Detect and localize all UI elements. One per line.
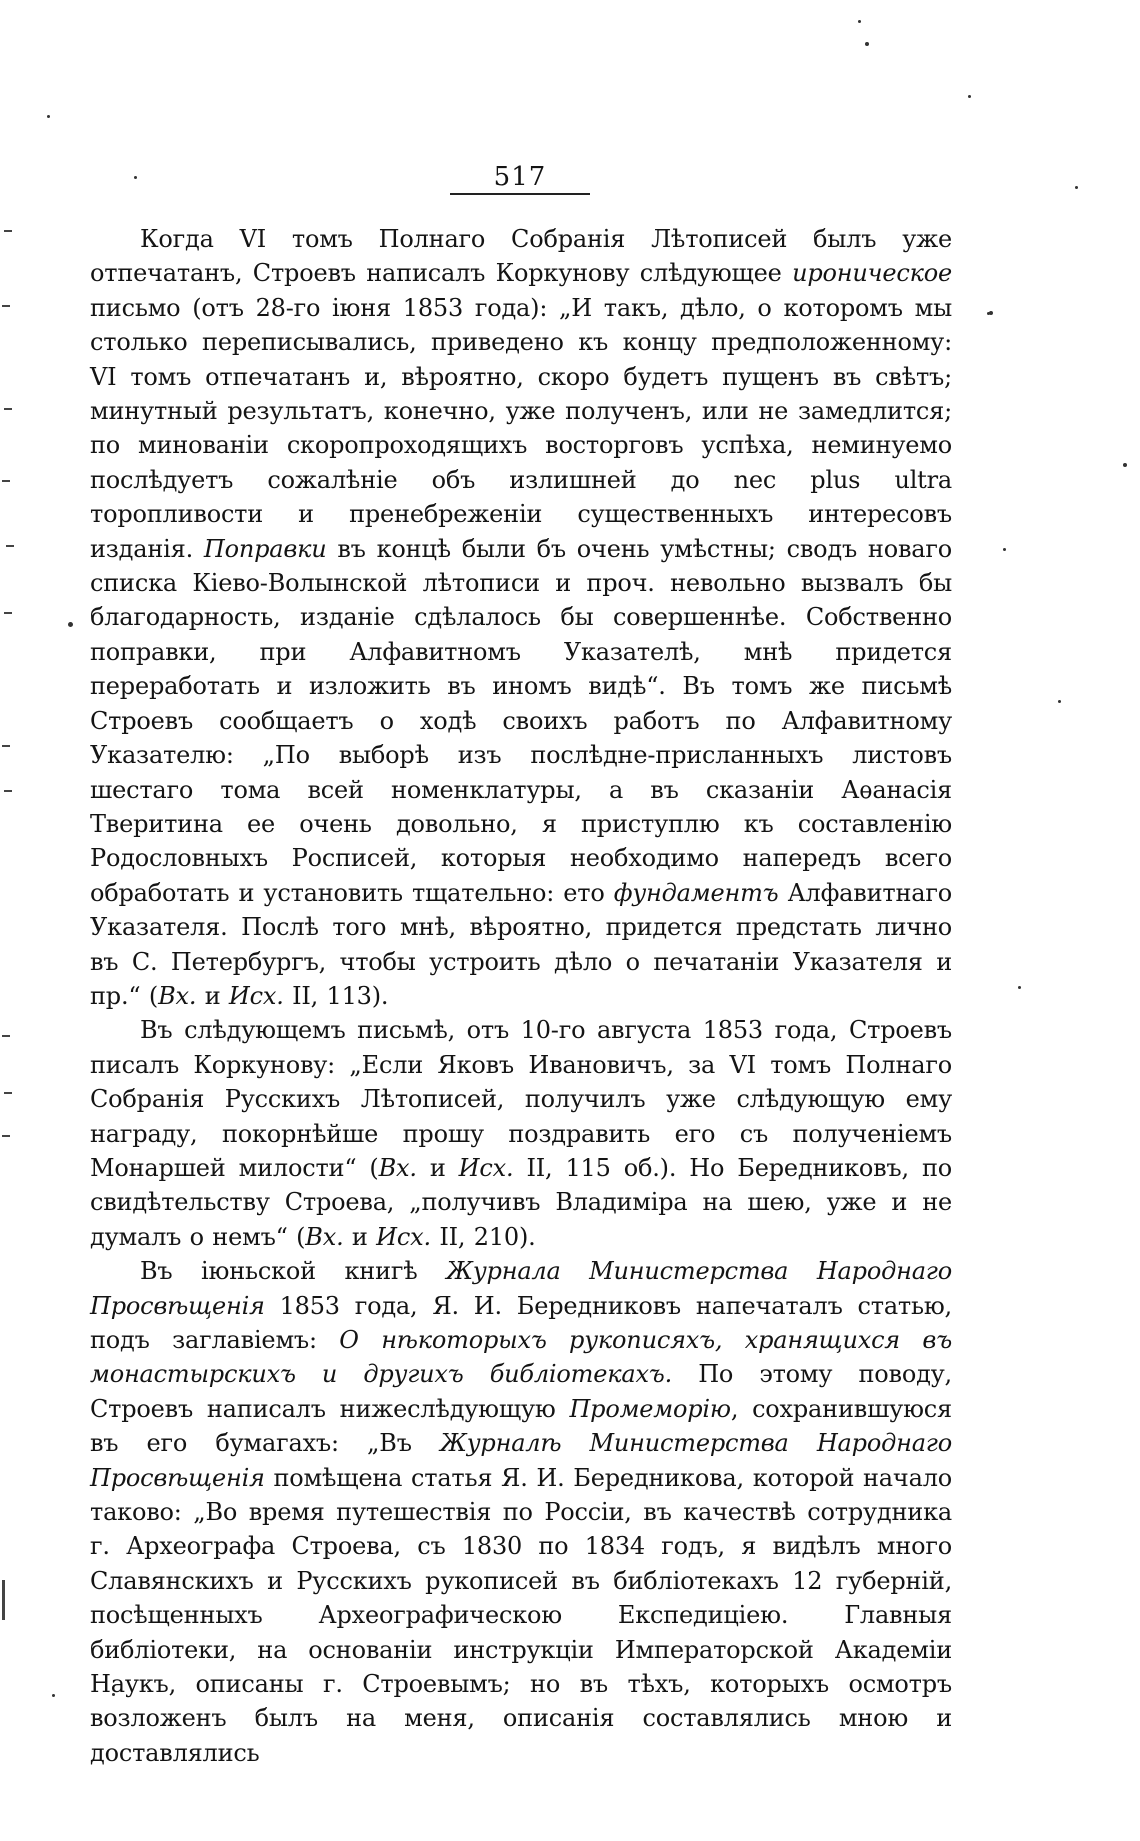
scan-edge-mark xyxy=(4,408,12,410)
italic-text: О нѣкоторыхъ рукописяхъ, хранящихся въ монастырскихъ и другихъ библіотекахъ. xyxy=(90,1326,952,1389)
body-text xyxy=(90,222,952,1770)
text-run: и xyxy=(196,981,229,1010)
scan-speck xyxy=(47,115,50,118)
italic-text: Вх. xyxy=(378,1153,417,1182)
scan-speck xyxy=(968,95,971,98)
italic-text: Вх. xyxy=(158,981,197,1010)
italic-text: ироническое xyxy=(792,259,952,288)
text-run: Въ слѣдующемъ письмѣ, отъ 10-го августа 1853 года, Строевъ писалъ Коркунову: „Если Яковъ Ивановичъ, за VI томъ Полнаго Собранія Русскихъ Лѣтописей, получилъ уже слѣдующую ему награду, покорнѣйше прошу поздравить его съ полученіемъ Монаршей милости“ ( xyxy=(90,1016,952,1182)
text-run: и xyxy=(343,1222,377,1251)
scan-speck xyxy=(134,176,137,179)
scan-speck xyxy=(68,622,73,627)
italic-text: Промеморію xyxy=(569,1394,731,1423)
italic-text: Вх. xyxy=(305,1222,344,1251)
italic-text: Исх. xyxy=(458,1153,514,1182)
italic-text: Поправки xyxy=(203,534,327,563)
scan-edge-mark xyxy=(2,1580,5,1620)
scan-edge-mark xyxy=(2,1035,10,1037)
italic-text: Журналѣ Министерства Народнаго Просвѣщенія xyxy=(90,1429,952,1492)
text-run: , сохранившуюся въ его бумагахъ: „Въ xyxy=(90,1394,952,1458)
paragraph xyxy=(90,1013,952,1254)
scan-speck xyxy=(1123,463,1127,467)
scan-edge-mark xyxy=(2,480,10,482)
text-run: По этому поводу, Строевъ написалъ нижеслѣдующую xyxy=(90,1360,952,1423)
text-run: и xyxy=(416,1153,459,1182)
text-run: письмо (отъ 28-го іюня 1853 года): „И такъ, дѣло, о которомъ мы столько переписывались, приведено къ концу предположенному: VI томъ отпечатанъ и, вѣроятно, скоро будетъ пущенъ въ свѣтъ; минутный результатъ, конечно, уже полученъ, или не замедлится; по минованіи скоропроходящихъ восторговъ успѣха, неминуемо послѣдуетъ сожалѣніе объ излишней до nec plus ultra торопливости и пренебреженіи существенныхъ интересовъ изданія. xyxy=(90,293,952,563)
text-run: помѣщена статья Я. И. Бередникова, которой начало таково: „Во время путешествія по Россіи, въ качествѣ сотрудника г. Археографа Строева, съ 1830 по 1834 годъ, я видѣлъ много Славянскихъ и Русскихъ рукописей въ библіотекахъ 12 губерній, посѣщенныхъ Археографическою Експедиціею. Главныя библіотеки, на основаніи инструкціи Императорской Академіи Наукъ, описаны г. Строевымъ; но въ тѣхъ, которыхъ осмотръ возложенъ былъ на меня, описанія составлялись мною и доставлялись xyxy=(90,1463,952,1767)
text-run: Въ іюньской книгѣ xyxy=(140,1257,447,1286)
text-run: II, 113). xyxy=(283,981,389,1010)
scan-speck xyxy=(989,311,993,315)
scan-speck xyxy=(858,20,861,23)
text-run: Алфавитнаго Указателя. Послѣ того мнѣ, вѣроятно, придется предстать лично въ С. Петербургъ, чтобы устроить дѣло о печатаніи Указателя и пр.“ ( xyxy=(90,878,952,1010)
text-run: II, 210). xyxy=(430,1222,536,1251)
paragraph xyxy=(90,1254,952,1770)
text-run: Когда VI томъ Полнаго Собранія Лѣтописей былъ уже отпечатанъ, Строевъ написалъ Коркунову слѣдующее xyxy=(90,225,952,288)
scan-edge-mark xyxy=(2,745,10,747)
page-number-rule xyxy=(450,193,590,195)
scan-edge-mark xyxy=(4,1092,12,1094)
scan-speck xyxy=(865,42,869,46)
scan-edge-mark xyxy=(6,545,14,547)
scan-speck xyxy=(1075,186,1078,189)
page-number: 517 xyxy=(493,162,547,192)
italic-text: Журнала Министерства Народнаго Просвѣщенія xyxy=(90,1257,952,1320)
scan-edge-mark xyxy=(2,1135,10,1137)
scan-edge-mark xyxy=(4,230,12,232)
scan-edge-mark xyxy=(4,612,12,614)
scan-speck xyxy=(52,1694,55,1697)
italic-text: фундаментъ xyxy=(613,878,779,907)
scan-speck xyxy=(1018,986,1021,989)
italic-text: Исх. xyxy=(228,981,284,1010)
scan-speck xyxy=(1058,700,1061,703)
paragraph xyxy=(90,222,952,1013)
text-run: 1853 года, Я. И. Бередниковъ напечаталъ статью, подъ заглавіемъ: xyxy=(90,1291,952,1354)
scan-edge-mark xyxy=(4,790,12,792)
scan-edge-mark xyxy=(2,305,10,307)
text-run: II, 115 об.). Но Бередниковъ, по свидѣтельству Строева, „получивъ Владиміра на шею, уже и не думалъ о немъ“ ( xyxy=(90,1153,953,1251)
scan-speck xyxy=(1003,548,1006,551)
text-run: въ концѣ были бъ очень умѣстны; сводъ новаго списка Кіево-Волынской лѣтописи и проч. невольно вызвалъ бы благодарность, изданіе сдѣлалось бы совершеннѣе. Собственно поправки, при Алфавитномъ Указателѣ, мнѣ придется переработать и изложить въ иномъ видѣ“. Въ томъ же письмѣ Строевъ сообщаетъ о ходѣ своихъ работъ по Алфавитному Указателю: „По выборѣ изъ послѣдне-присланныхъ листовъ шестаго тома всей номенклатуры, а въ сказаніи Аѳанасія Тверитина ее очень довольно, я приступлю къ составленію Родословныхъ Росписей, которыя необходимо напередъ всего обработать и установить тщательно: ето xyxy=(90,534,952,907)
italic-text: Исх. xyxy=(376,1222,431,1251)
